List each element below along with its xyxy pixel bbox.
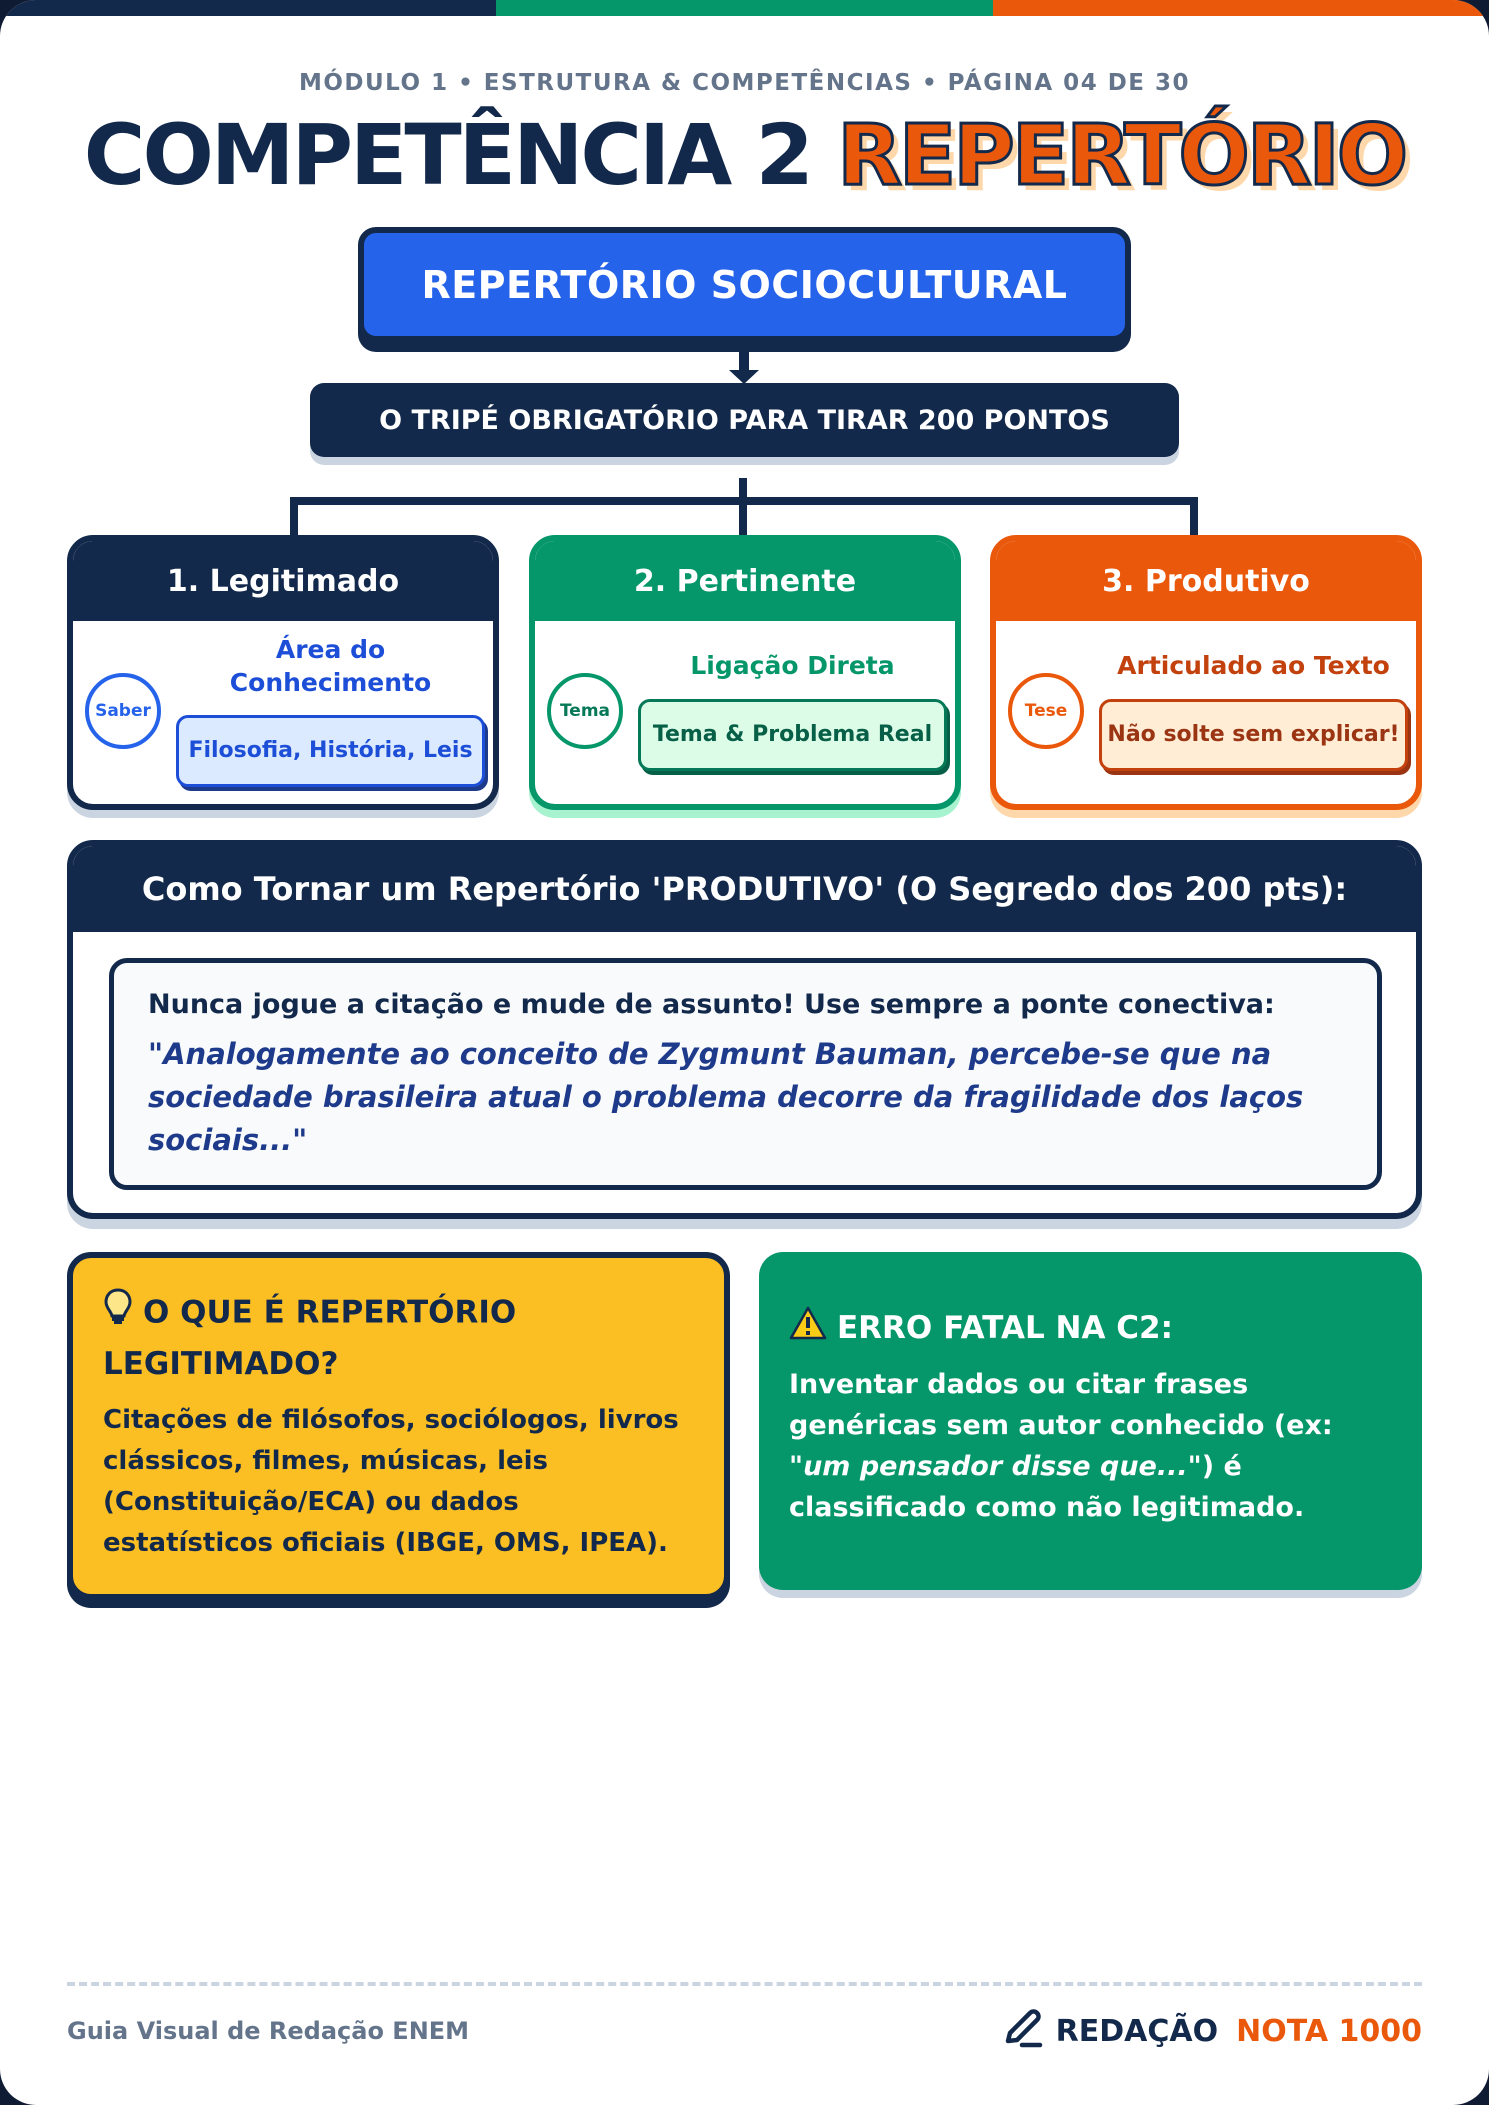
tree-connector [290,497,298,537]
how-to-section [67,840,1422,1219]
card-subtitle: Área do Conhecimento [229,635,432,697]
card-title: 2. Pertinente [535,541,955,621]
tip-heading: O QUE É REPERTÓRIO LEGITIMADO? [103,1294,517,1382]
how-lead: Nunca jogue a citação e mude de assunto! Use sempre a ponte conectiva: [148,989,1275,1020]
saber-badge: Saber [85,673,161,749]
tree-connector [1190,497,1198,537]
tip-heading-row [103,1288,694,1388]
quote-box [109,958,1382,1190]
footer-guide-title: Guia Visual de Redação ENEM [67,2017,470,2045]
tripe-banner: O TRIPÉ OBRIGATÓRIO PARA TIRAR 200 PONTOS [310,383,1179,457]
footer-divider [67,1982,1422,1986]
warning-heading: ERRO FATAL NA C2: [837,1310,1173,1346]
pen-icon [1000,2005,1044,2057]
tip-box [67,1252,730,1600]
how-heading: Como Tornar um Repertório 'PRODUTIVO' (O Segredo dos 200 pts): [73,846,1416,932]
warning-icon [789,1306,827,1350]
arrow-down-icon [729,370,759,384]
footer-brand [1000,2005,1422,2057]
card-subtitle: Ligação Direta [690,651,895,680]
tema-badge: Tema [547,673,623,749]
brand-accent: NOTA 1000 [1236,2013,1422,2049]
card-pill: Filosofia, História, Leis [176,715,485,787]
tree-connector [739,478,747,538]
card-pill: Não solte sem explicar! [1099,699,1408,771]
page-kicker: MÓDULO 1 • ESTRUTURA & COMPETÊNCIAS • PÁGINA 04 DE 30 [298,70,1191,96]
title-main: COMPETÊNCIA 2 [83,106,811,204]
warning-box [759,1252,1422,1590]
title-accent: REPERTÓRIO [837,106,1406,204]
card-pertinente [529,535,961,810]
card-produtivo [990,535,1422,810]
brand-main: REDAÇÃO [1055,2013,1219,2049]
card-pill: Tema & Problema Real [638,699,947,771]
lightbulb-icon [103,1288,133,1340]
arrow-connector [739,342,749,372]
main-concept-box: REPERTÓRIO SOCIOCULTURAL [358,227,1131,342]
card-legitimado [67,535,499,810]
card-title: 1. Legitimado [73,541,493,621]
warning-text-part: ) é classificado como não legitimado. [789,1451,1305,1523]
tree-connector [290,497,1198,505]
card-subtitle: Articulado ao Texto [1117,651,1390,680]
page-title [0,105,1489,205]
card-title: 3. Produtivo [996,541,1416,621]
example-quote: "Analogamente ao conceito de Zygmunt Bauman, percebe-se que na sociedade brasileira atual o problema decorre da fragilidade dos laços sociais..." [148,1037,1304,1157]
warning-text-part: Inventar dados ou citar frases genéricas sem autor conhecido (ex: [789,1369,1333,1441]
warning-text [789,1364,1392,1528]
tese-badge: Tese [1008,673,1084,749]
tip-text: Citações de filósofos, sociólogos, livros clássicos, filmes, músicas, leis (Constituição/ECA) ou dados estatísticos oficiais (IBGE, OMS, IPEA). [103,1405,679,1558]
top-color-bar [0,0,1489,16]
warning-heading-row [789,1306,1392,1350]
warning-text-emphasis: "um pensador disse que..." [789,1451,1202,1482]
